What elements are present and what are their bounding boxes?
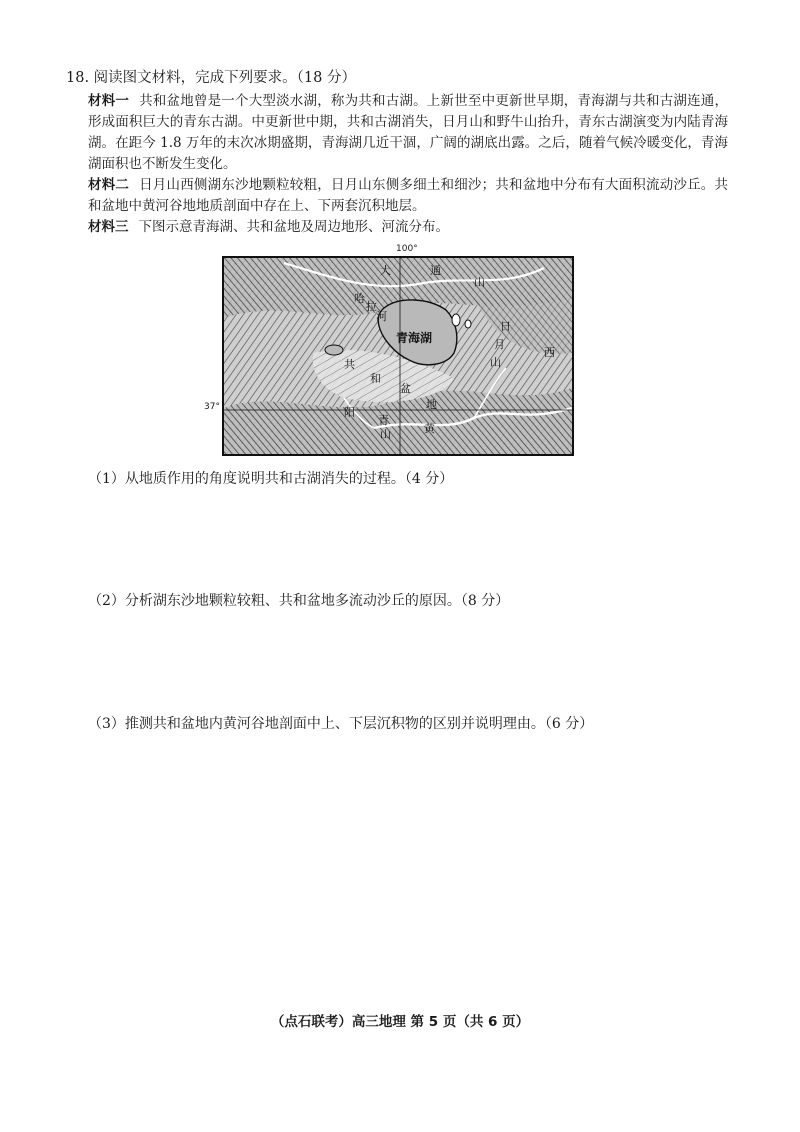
place-label-shan1: 山: [474, 276, 485, 289]
page-footer: （点石联考）高三地理 第 5 页（共 6 页）: [270, 1014, 530, 1030]
material-3-text: 下图示意青海湖、共和盆地及周边地形、河流分布。: [138, 219, 449, 235]
place-label-ha: 哈: [354, 292, 365, 305]
place-label-xi: 西: [544, 346, 555, 359]
material-1-text: 共和盆地曾是一个大型淡水湖，称为共和古湖。上新世至中更新世早期，青海湖与共和古湖连通，形成面积巨大的青东古湖。中更新世中期，共和古湖消失，日月山和野牛山抬升，青东古湖演变为内陆青海湖。在距今 1.8 万年的末次冰期盛期，青海湖几近干涸，广阔的湖底出露。之后，随着气候冷暖变化，青海湖面积也不断发生变化。: [88, 93, 729, 172]
place-label-shan2: 山: [490, 356, 501, 369]
place-label-yue: 月: [494, 338, 505, 351]
place-label-ri: 日: [500, 320, 511, 333]
subquestion-1: （1）从地质作用的角度说明共和古湖消失的过程。（4 分）: [88, 471, 454, 487]
place-label-di: 地: [426, 398, 437, 411]
longitude-label: 100°: [396, 244, 418, 254]
place-label-qing: 青: [378, 414, 389, 427]
material-3-label: 材料三: [88, 219, 129, 235]
material-2-label: 材料二: [88, 177, 130, 193]
material-1-label: 材料一: [88, 93, 130, 109]
latitude-label: 37°: [204, 402, 220, 412]
terrain-map-graphic: [224, 258, 572, 454]
subquestion-3: （3）推测共和盆地内黄河谷地剖面中上、下层沉积物的区别并说明理由。（6 分）: [88, 716, 594, 732]
place-label-pen: 盆: [400, 382, 411, 395]
question-header: 18. 阅读图文材料，完成下列要求。（18 分）: [66, 70, 356, 86]
place-label-tong: 通: [430, 264, 441, 277]
lake-label: 青海湖: [396, 331, 433, 345]
terrain-map: [222, 256, 574, 456]
place-label-shan3: 山: [380, 428, 391, 441]
place-label-huang: 黄: [424, 422, 435, 435]
place-label-la: 拉: [366, 300, 377, 313]
subquestion-2: （2）分析湖东沙地颗粒较粗、共和盆地多流动沙丘的原因。（8 分）: [88, 593, 510, 609]
material-3: [88, 217, 728, 238]
place-label-he: 河: [376, 310, 387, 323]
place-label-gong: 共: [344, 358, 355, 371]
place-label-yang: 阳: [344, 406, 355, 419]
place-label-he2: 和: [370, 372, 381, 385]
material-2: [88, 175, 728, 217]
material-1: [88, 91, 728, 175]
place-label-da: 大: [380, 264, 391, 277]
material-2-text: 日月山西侧湖东沙地颗粒较粗，日月山东侧多细土和细沙；共和盆地中分布有大面积流动沙丘。共和盆地中黄河谷地地质剖面中存在上、下两套沉积地层。: [88, 177, 729, 214]
